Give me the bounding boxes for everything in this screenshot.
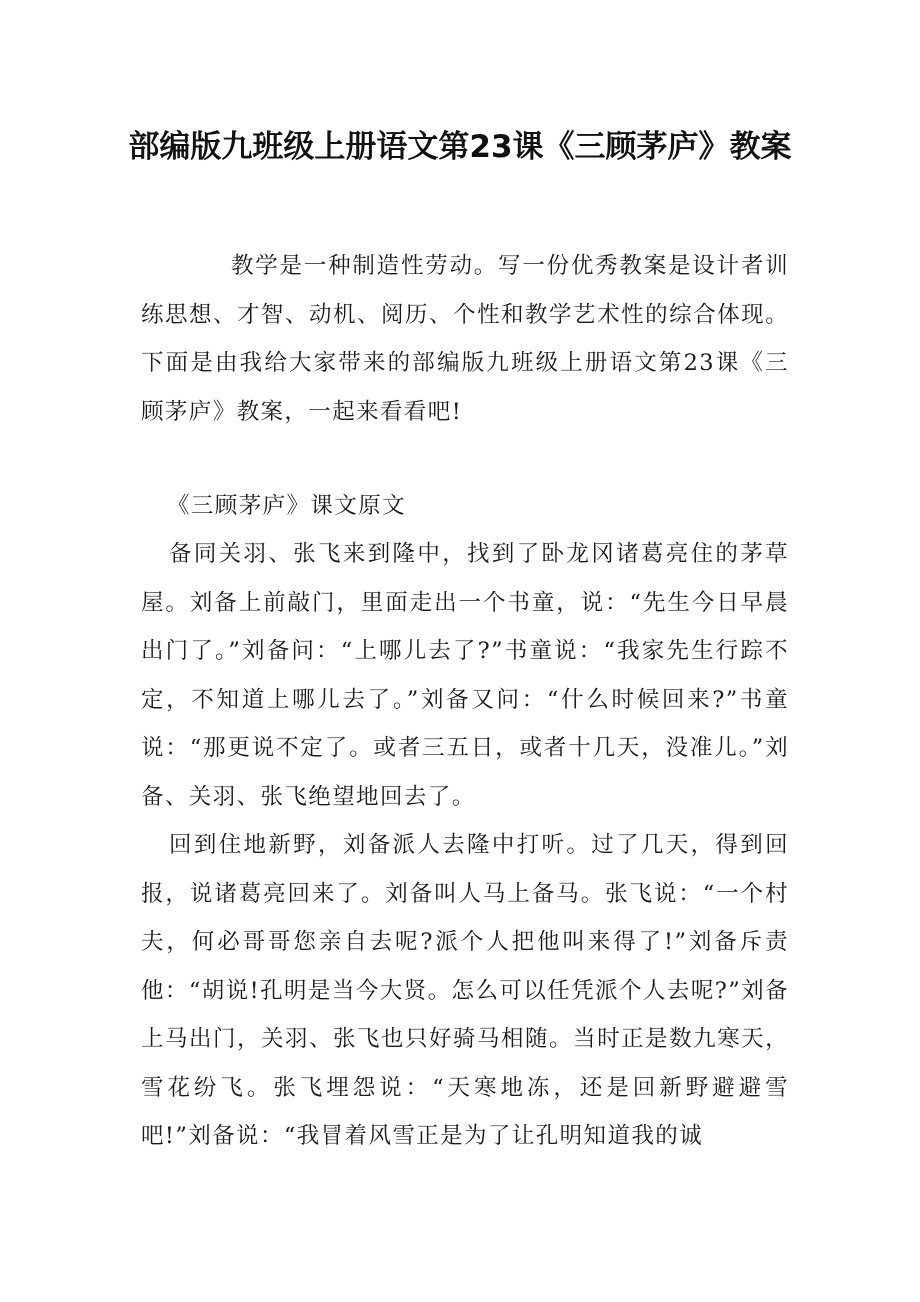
section-heading: 《三顾茅庐》课文原文 (167, 493, 407, 519)
story-paragraph: 备同关羽、张飞来到隆中，找到了卧龙冈诸葛亮住的茅草屋。刘备上前敲门，里面走出一个书童，说：“先生今日早晨出门了。”刘备问：“上哪儿去了?”书童说：“我家先生行踪不定，不知道上哪儿去了。”刘备又问：“什么时候回来?”书童说：“那更说不定了。或者三五日，或者十几天，没准儿。”刘备、关羽、张飞绝望地回去了。 (141, 541, 789, 810)
story-paragraph: 回到住地新野，刘备派人去隆中打听。过了几天，得到回报，说诸葛亮回来了。刘备叫人马上备马。张飞说：“一个村夫，何必哥哥您亲自去呢?派个人把他叫来得了!”刘备斥责他：“胡说!孔明是当今大贤。怎么可以任凭派个人去呢?”刘备上马出门，关羽、张飞也只好骑马相随。当时正是数九寒天，雪花纷飞。张飞埋怨说：“天寒地冻，还是回新野避避雪吧!”刘备说：“我冒着风雪正是为了让孔明知道我的诚 (141, 832, 789, 1149)
story-text (141, 530, 789, 1161)
document-title: 部编版九班级上册语文第23课《三顾茅庐》教案 (128, 129, 792, 165)
intro-paragraph: 教学是一种制造性劳动。写一份优秀教案是设计者训练思想、才智、动机、阅历、个性和教学艺术性的综合体现。下面是由我给大家带来的部编版九班级上册语文第23课《三顾茅庐》教案，一起来看看吧! (141, 253, 789, 425)
